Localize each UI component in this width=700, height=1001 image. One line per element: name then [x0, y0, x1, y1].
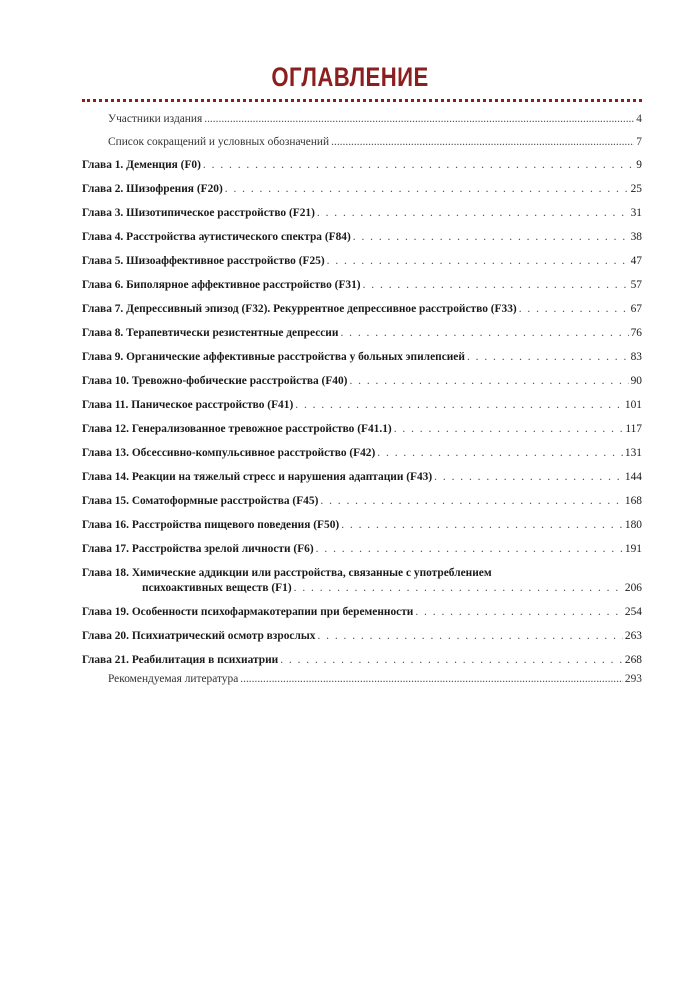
dot-leader [331, 136, 634, 149]
toc-entry-label: Рекомендуемая литература [108, 673, 239, 685]
toc-entry-page: 4 [636, 113, 642, 125]
page-title: ОГЛАВЛЕНИЕ [271, 62, 429, 92]
dot-leader [340, 327, 628, 340]
toc-entry-label: Глава 7. Депрессивный эпизод (F32). Рекуррентное депрессивное расстройство (F33) [82, 303, 517, 315]
toc-entry-chapter-11[interactable] [82, 399, 642, 412]
toc-entry-page: 83 [630, 351, 642, 363]
toc-entry-label: Глава 19. Особенности психофармакотерапии при беременности [82, 606, 414, 618]
dot-leader [280, 654, 623, 667]
dot-leader [394, 423, 624, 436]
toc-entry-page: 168 [624, 495, 642, 507]
toc-entry-label: Участники издания [108, 113, 203, 125]
toc-entry-chapter-2[interactable] [82, 183, 642, 196]
dot-leader [353, 231, 629, 244]
toc-entry-chapter-3[interactable] [82, 207, 642, 220]
toc-entry-literature[interactable] [82, 673, 642, 686]
toc-entry-page: 7 [636, 136, 642, 148]
toc-entry-page: 254 [624, 606, 642, 618]
toc-entry-label: Глава 12. Генерализованное тревожное расстройство (F41.1) [82, 423, 392, 435]
toc-entry-page: 57 [630, 279, 642, 291]
dot-leader [467, 351, 629, 364]
dot-leader [519, 303, 629, 316]
toc-entry-label: Список сокращений и условных обозначений [108, 136, 330, 148]
toc-entry-page: 101 [624, 399, 642, 411]
toc-entry-chapter-10[interactable] [82, 375, 642, 388]
toc-entry-page: 67 [630, 303, 642, 315]
toc-entry-chapter-5[interactable] [82, 255, 642, 268]
dot-leader [377, 447, 623, 460]
toc-entry-page: 206 [624, 582, 642, 594]
toc-entry-page: 9 [636, 159, 642, 171]
toc-entry-page: 25 [630, 183, 642, 195]
toc-entry-label: Глава 17. Расстройства зрелой личности (F6) [82, 543, 314, 555]
dot-leader [341, 519, 623, 532]
toc-entry-label: Глава 14. Реакции на тяжелый стресс и нарушения адаптации (F43) [82, 471, 433, 483]
toc-entry-page: 31 [630, 207, 642, 219]
title-dotted-rule [82, 99, 642, 102]
toc-entry-label: Глава 4. Расстройства аутистического спектра (F84) [82, 231, 351, 243]
toc-entry-label: Глава 11. Паническое расстройство (F41) [82, 399, 294, 411]
toc-entry-chapter-7[interactable] [82, 303, 642, 316]
toc-entry-page: 180 [624, 519, 642, 531]
dot-leader [225, 183, 629, 196]
toc-entry-label: Глава 3. Шизотипическое расстройство (F21) [82, 207, 315, 219]
dot-leader [363, 279, 629, 292]
toc-entry-abbreviations[interactable] [82, 136, 642, 149]
toc-entry-label: Глава 6. Биполярное аффективное расстройство (F31) [82, 279, 361, 291]
toc-entry-chapter-19[interactable] [82, 606, 642, 619]
toc-entry-label-continued: психоактивных веществ (F1) [142, 582, 292, 594]
dot-leader [316, 543, 623, 556]
toc-entry-page: 90 [630, 375, 642, 387]
chapter-list [82, 159, 642, 667]
toc-entry-chapter-6[interactable] [82, 279, 642, 292]
toc-entry-label: Глава 8. Терапевтически резистентные депрессии [82, 327, 339, 339]
toc-entry-chapter-1[interactable] [82, 159, 642, 172]
toc-entry-chapter-18[interactable] [82, 567, 642, 595]
toc-entry-page: 131 [624, 447, 642, 459]
toc-entry-continuation [82, 582, 642, 595]
toc-entry-label: Глава 5. Шизоаффективное расстройство (F25) [82, 255, 325, 267]
toc-entry-label: Глава 15. Соматоформные расстройства (F45) [82, 495, 319, 507]
toc-entry-chapter-8[interactable] [82, 327, 642, 340]
toc-entry-label: Глава 1. Деменция (F0) [82, 159, 201, 171]
toc-entry-chapter-9[interactable] [82, 351, 642, 364]
toc-entry-label: Глава 10. Тревожно-фобические расстройства (F40) [82, 375, 348, 387]
dot-leader [415, 606, 623, 619]
dot-leader [295, 399, 623, 412]
toc-entry-page: 268 [624, 654, 642, 666]
dot-leader [327, 255, 629, 268]
dot-leader [317, 630, 622, 643]
toc-entry-chapter-20[interactable] [82, 630, 642, 643]
toc-entry-page: 263 [624, 630, 642, 642]
toc-entry-label: Глава 20. Психиатрический осмотр взрослых [82, 630, 316, 642]
table-of-contents [82, 113, 642, 686]
toc-entry-chapter-21[interactable] [82, 654, 642, 667]
toc-entry-page: 47 [630, 255, 642, 267]
toc-entry-page: 117 [625, 423, 642, 435]
toc-entry-chapter-17[interactable] [82, 543, 642, 556]
dot-leader [294, 582, 623, 595]
dot-leader [203, 159, 634, 172]
toc-entry-label: Глава 13. Обсессивно-компульсивное расстройство (F42) [82, 447, 376, 459]
dot-leader [320, 495, 623, 508]
toc-entry-chapter-4[interactable] [82, 231, 642, 244]
toc-entry-contributors[interactable] [82, 113, 642, 126]
toc-entry-page: 144 [624, 471, 642, 483]
toc-entry-chapter-15[interactable] [82, 495, 642, 508]
toc-entry-label: Глава 2. Шизофрения (F20) [82, 183, 223, 195]
dot-leader [240, 673, 623, 686]
toc-entry-label: Глава 9. Органические аффективные расстройства у больных эпилепсией [82, 351, 465, 363]
toc-entry-label: Глава 21. Реабилитация в психиатрии [82, 654, 279, 666]
toc-entry-page: 293 [624, 673, 642, 685]
dot-leader [434, 471, 623, 484]
toc-entry-label: Глава 16. Расстройства пищевого поведения (F50) [82, 519, 340, 531]
toc-entry-chapter-13[interactable] [82, 447, 642, 460]
toc-entry-page: 38 [630, 231, 642, 243]
toc-entry-chapter-14[interactable] [82, 471, 642, 484]
toc-entry-page: 76 [630, 327, 642, 339]
toc-entry-page: 191 [624, 543, 642, 555]
toc-entry-chapter-16[interactable] [82, 519, 642, 532]
dot-leader [349, 375, 628, 388]
dot-leader [317, 207, 629, 220]
toc-entry-chapter-12[interactable] [82, 423, 642, 436]
toc-entry-label: Глава 18. Химические аддикции или расстройства, связанные с употреблением [82, 567, 492, 579]
dot-leader [204, 113, 634, 126]
